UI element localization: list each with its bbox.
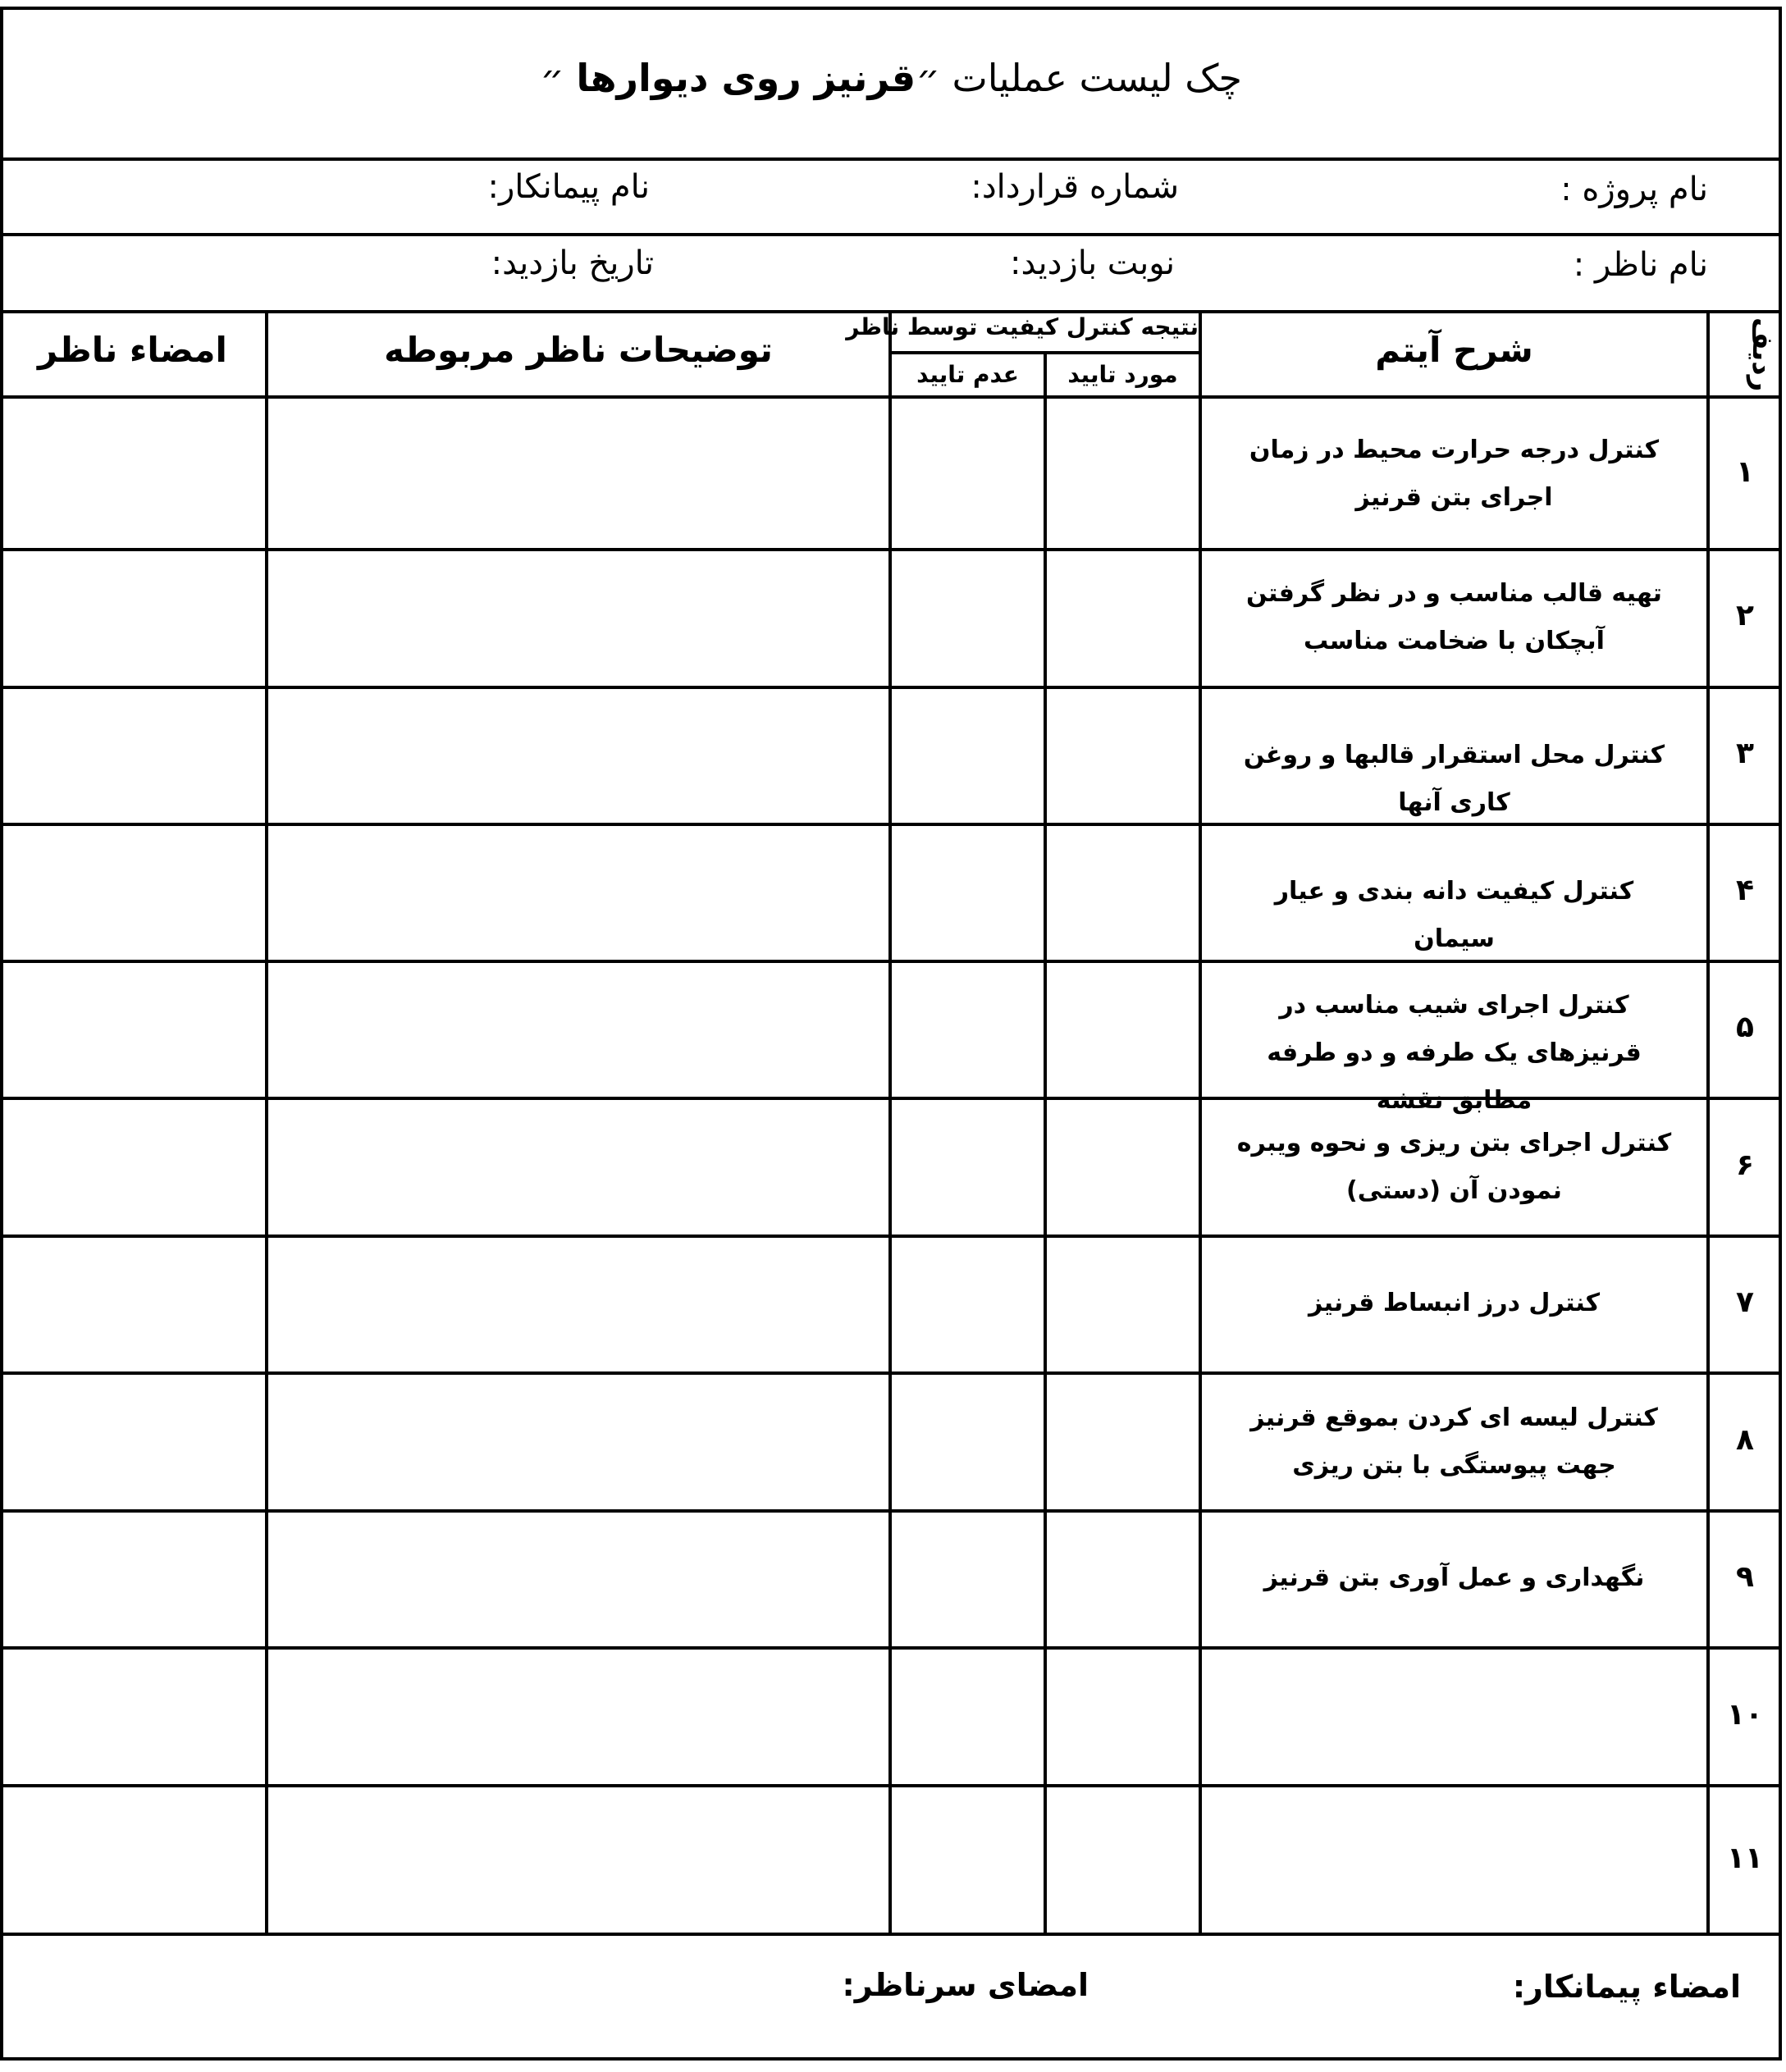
row-number: ۱۰ — [1727, 1698, 1763, 1732]
header-supervisor-signature: امضاء ناظر — [38, 330, 227, 370]
row-number: ۸ — [1736, 1423, 1754, 1457]
row-number: ۶ — [1736, 1148, 1754, 1182]
item-description: کنترل لیسه ای کردن بموقع قرنیز جهت پیوستگی با بتن ریزی — [1250, 1403, 1658, 1480]
item-description: کنترل درز انبساط قرنیز — [1308, 1289, 1601, 1317]
header-not-approved: عدم تایید — [916, 361, 1019, 388]
row-number: ۵ — [1736, 1011, 1754, 1044]
chief-supervisor-signature-label: امضای سرناظر: — [842, 1967, 1089, 2003]
col-divider — [1706, 310, 1710, 1934]
header-item-description: شرح آیتم — [1375, 330, 1533, 370]
row-number: ۲ — [1736, 599, 1754, 632]
col-divider — [1199, 310, 1202, 1934]
item-description: کنترل اجرای شیب مناسب در قرنیزهای یک طرفه و دو طرفه مطابق نقشه — [1267, 991, 1642, 1115]
row-number: ۱۱ — [1727, 1842, 1763, 1875]
row-number: ۳ — [1736, 737, 1754, 770]
contractor-signature-label: امضاء پیمانکار: — [1512, 1969, 1741, 2005]
visit-date-label: تاریخ بازدید: — [491, 244, 654, 282]
item-description: نگهداری و عمل آوری بتن قرنیز — [1263, 1563, 1645, 1592]
header-approved: مورد تایید — [1067, 361, 1178, 388]
row-number: ۴ — [1736, 874, 1754, 907]
item-description: کنترل درجه حرارت محیط در زمان اجرای بتن قرنیز — [1249, 436, 1660, 512]
visit-turn-label: نوبت بازدید: — [1010, 244, 1175, 282]
header-supervisor-notes: توضیحات ناظر مربوطه — [384, 330, 773, 370]
item-description: تهیه قالب مناسب و در نظر گرفتن آبچکان با ضخامت مناسب — [1246, 579, 1662, 655]
row-number: ۷ — [1736, 1285, 1754, 1319]
contractor-name-label: نام پیمانکار: — [487, 168, 650, 206]
page-title: چک لیست عملیات ״قرنیز روی دیوارها ״ — [540, 56, 1242, 100]
col-divider — [888, 310, 892, 1934]
row-number: ۹ — [1736, 1560, 1754, 1594]
row-number: ۱ — [1736, 455, 1754, 489]
item-description: کنترل محل استقرار قالبها و روغن کاری آنها — [1243, 741, 1665, 817]
item-description: کنترل اجرای بتن ریزی و نحوه ویبره نمودن آن (دستی) — [1236, 1129, 1672, 1205]
divider-info-1 — [0, 233, 1782, 236]
col-divider — [265, 310, 268, 1934]
divider-title — [0, 157, 1782, 161]
contract-number-label: شماره قرارداد: — [971, 168, 1179, 206]
item-description: کنترل کیفیت دانه بندی و عیار سیمان — [1274, 877, 1634, 953]
header-quality-result: نتیجه کنترل کیفیت توسط ناظر — [846, 313, 1199, 340]
col-divider — [1044, 351, 1047, 1934]
project-name-label: نام پروژه : — [1560, 171, 1708, 208]
supervisor-name-label: نام ناظر : — [1573, 246, 1708, 284]
header-row-number: ردیف — [1746, 317, 1779, 392]
